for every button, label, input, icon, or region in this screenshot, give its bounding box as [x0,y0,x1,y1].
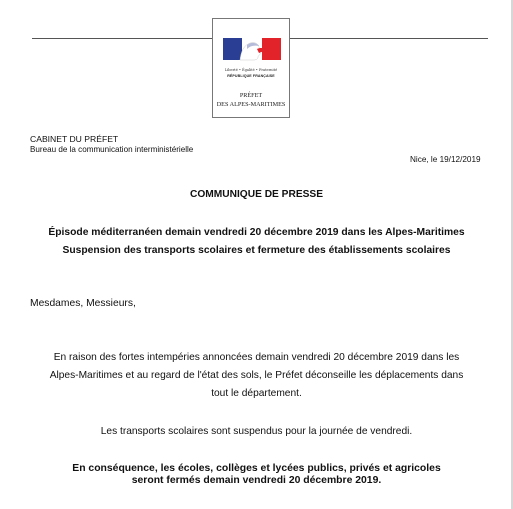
sender-bureau: Bureau de la communication interministérielle [30,145,194,154]
motto-text: Liberté • Égalité • Fraternité [224,68,278,72]
para2: Les transports scolaires sont suspendus pour la journée de vendredi. [100,426,413,437]
header-rule-left [32,38,212,39]
sender-office: CABINET DU PRÉFET [30,134,119,144]
para1-line3: tout le département. [211,388,302,399]
para1-line1: En raison des fortes intempéries annoncées demain vendredi 20 décembre 2019 dans les [53,352,460,363]
header-rule-right [290,38,488,39]
prefecture-logo [212,18,290,118]
para3-line2: seront fermés demain vendredi 20 décembre 2019. [131,475,382,486]
place-date: Nice, le 19/12/2019 [410,155,481,164]
prefet-line1: PRÉFET [239,92,263,99]
para3-line1: En conséquence, les écoles, collèges et lycées publics, privés et agricoles [72,463,441,474]
subject-line2: Suspension des transports scolaires et fermeture des établissements scolaires [62,245,451,256]
document-title: COMMUNIQUE DE PRESSE [189,189,324,200]
salutation: Mesdames, Messieurs, [30,298,136,309]
para1-line2: Alpes-Maritimes et au regard de l'état des sols, le Préfet déconseille les déplacements dans [49,370,464,381]
republic-label: RÉPUBLIQUE FRANÇAISE [227,74,275,78]
prefet-line2: DES ALPES-MARITIMES [216,101,286,108]
subject-line1: Épisode méditerranéen demain vendredi 20 décembre 2019 dans les Alpes-Maritimes [48,227,465,238]
marianne-flag-icon [223,30,281,66]
